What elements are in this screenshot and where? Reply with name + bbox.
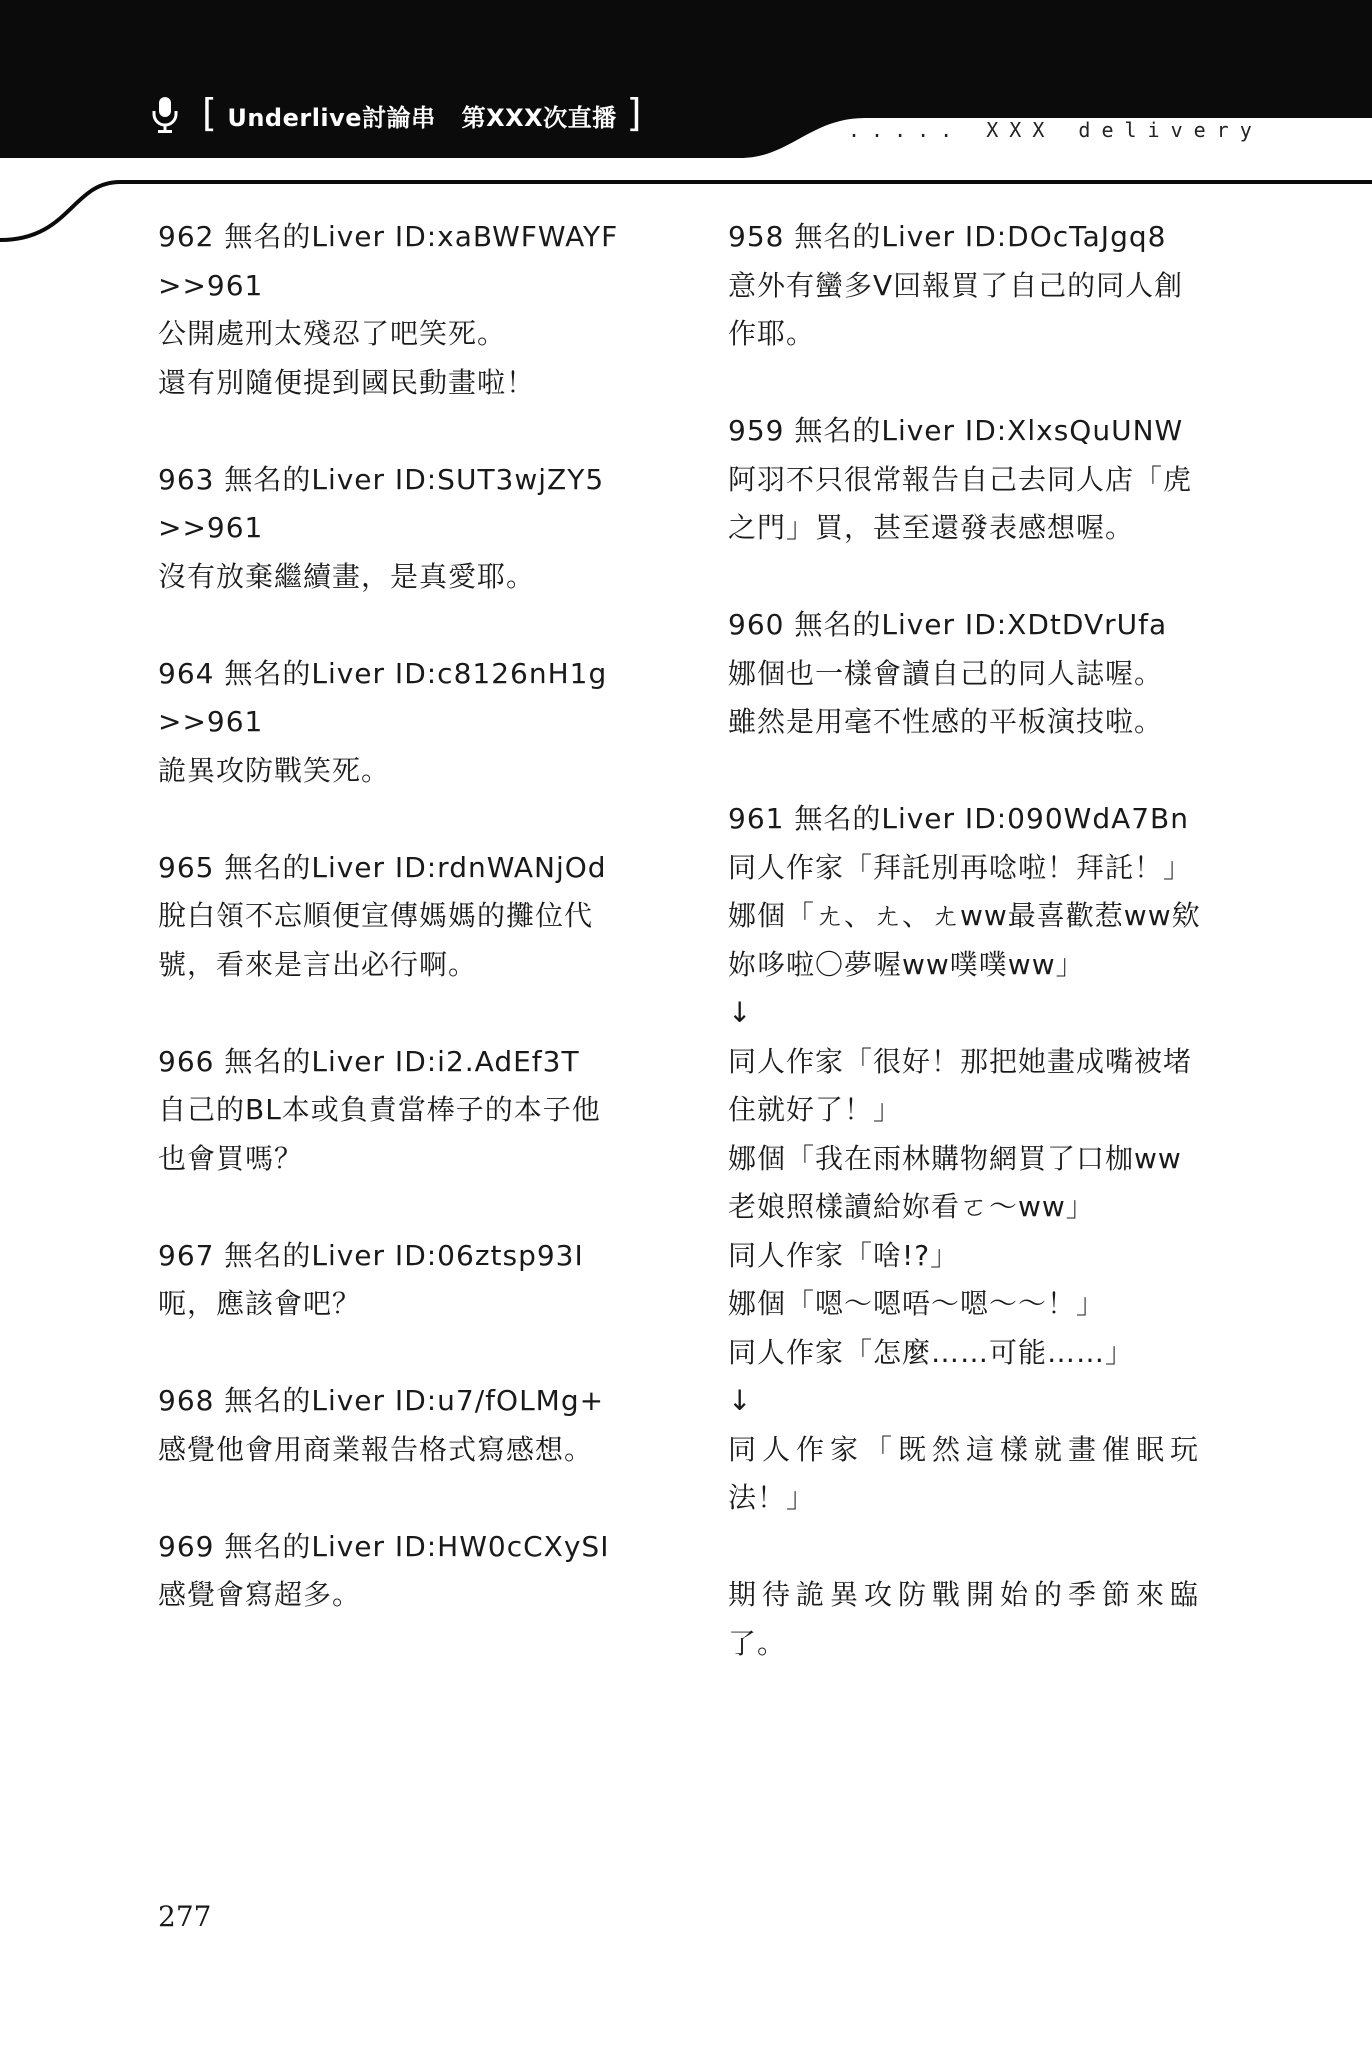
thread-title: Underlive討論串 <box>227 103 436 132</box>
forum-post <box>158 456 638 602</box>
post-line: 娜個「我在雨林購物網買了口枷ww <box>728 1141 1182 1175</box>
post-line: 同人作家「啥!?」 <box>728 1238 960 1272</box>
post-line: 法！」 <box>728 1481 816 1514</box>
post-line: ↓ <box>728 1384 753 1417</box>
post-header: 969 無名的Liver ID:HW0cCXySI <box>158 1529 610 1563</box>
post-header: 968 無名的Liver ID:u7/fOLMg+ <box>158 1384 605 1417</box>
post-line: 雖然是用毫不性感的平板演技啦。 <box>728 705 1164 738</box>
post-header: 958 無名的Liver ID:DOcTaJgq8 <box>728 220 1167 253</box>
forum-post <box>158 1038 638 1184</box>
forum-post <box>158 650 638 796</box>
post-line: 同人作家「很好！那把她畫成嘴被堵 <box>728 1044 1193 1078</box>
post-line: 還有別隨便提到國民動畫啦！ <box>158 365 536 399</box>
post-line: 娜個也一樣會讀自己的同人誌喔。 <box>728 656 1164 690</box>
post-line: 娜個「嗯～嗯唔～嗯～～！」 <box>728 1287 1106 1320</box>
left-column <box>158 213 638 1668</box>
forum-post <box>728 795 1208 1523</box>
post-line: 老娘照樣讀給妳看ㄛ～ww」 <box>728 1190 1095 1223</box>
post-line: 住就好了！」 <box>728 1093 903 1126</box>
post-header: 961 無名的Liver ID:090WdA7Bn <box>728 802 1190 835</box>
forum-post <box>728 1571 1208 1668</box>
title-bracket-close: ] <box>626 91 642 135</box>
post-line: 期待詭異攻防戰開始的季節來臨 <box>728 1578 1205 1611</box>
post-header: 967 無名的Liver ID:06ztsp93I <box>158 1238 584 1272</box>
episode-title: 第XXX次直播 <box>461 103 617 132</box>
post-line: 自己的BL本或負責當棒子的本子他 <box>158 1093 601 1126</box>
post-line: 也會買嗎？ <box>158 1141 304 1175</box>
forum-post <box>158 1377 638 1474</box>
post-line: 妳哆啦〇夢喔ww噗噗ww」 <box>728 947 1085 981</box>
post-line: 脫白領不忘順便宣傳媽媽的攤位代 <box>158 899 594 932</box>
forum-post <box>158 213 638 407</box>
post-header: 962 無名的Liver ID:xaBWFWAYF <box>158 220 619 253</box>
header-subtitle: ..... XXX delivery <box>848 118 1263 142</box>
post-line: 詭異攻防戰笑死。 <box>158 753 391 787</box>
post-line: 感覺會寫超多。 <box>158 1578 362 1611</box>
header-title <box>150 90 652 140</box>
microphone-icon <box>150 95 180 135</box>
forum-post <box>728 407 1208 553</box>
post-line: >>961 <box>158 705 264 738</box>
post-line: 同人作家「拜託別再唸啦！拜託！」 <box>728 850 1193 884</box>
forum-post <box>158 844 638 990</box>
post-line: 了。 <box>728 1626 787 1660</box>
post-header: 959 無名的Liver ID:XlxsQuUNW <box>728 414 1184 447</box>
post-line: 公開處刑太殘忍了吧笑死。 <box>158 317 507 350</box>
post-line: 呃，應該會吧？ <box>158 1287 362 1320</box>
post-line: 之門」買，甚至還發表感想喔。 <box>728 511 1135 544</box>
forum-post <box>728 601 1208 747</box>
post-header: 965 無名的Liver ID:rdnWANjOd <box>158 850 607 884</box>
forum-post <box>158 1232 638 1329</box>
post-line: 沒有放棄繼續畫，是真愛耶。 <box>158 559 536 593</box>
page-number: 277 <box>158 1900 212 1933</box>
post-line: 同人作家「既然這樣就畫催眠玩 <box>728 1432 1205 1466</box>
post-line: 號，看來是言出必行啊。 <box>158 947 478 981</box>
post-line: ↓ <box>728 996 753 1029</box>
post-header: 966 無名的Liver ID:i2.AdEf3T <box>158 1044 580 1078</box>
post-header: 963 無名的Liver ID:SUT3wjZY5 <box>158 462 605 496</box>
post-line: 同人作家「怎麼……可能……」 <box>728 1335 1135 1369</box>
title-bracket-open: [ <box>202 91 218 135</box>
post-line: >>961 <box>158 511 264 544</box>
forum-post <box>728 213 1208 359</box>
post-line: 阿羽不只很常報告自己去同人店「虎 <box>728 462 1193 496</box>
post-header: 964 無名的Liver ID:c8126nH1g <box>158 656 608 690</box>
post-header: 960 無名的Liver ID:XDtDVrUfa <box>728 608 1168 641</box>
forum-post <box>158 1523 638 1620</box>
post-line: 娜個「ㄤ、ㄤ、ㄤww最喜歡惹ww欸 <box>728 899 1201 932</box>
post-line: >>961 <box>158 268 264 302</box>
post-line: 作耶。 <box>728 317 816 350</box>
post-line: 意外有蠻多V回報買了自己的同人創 <box>728 268 1184 302</box>
post-line: 感覺他會用商業報告格式寫感想。 <box>158 1432 594 1466</box>
right-column <box>728 213 1208 1717</box>
